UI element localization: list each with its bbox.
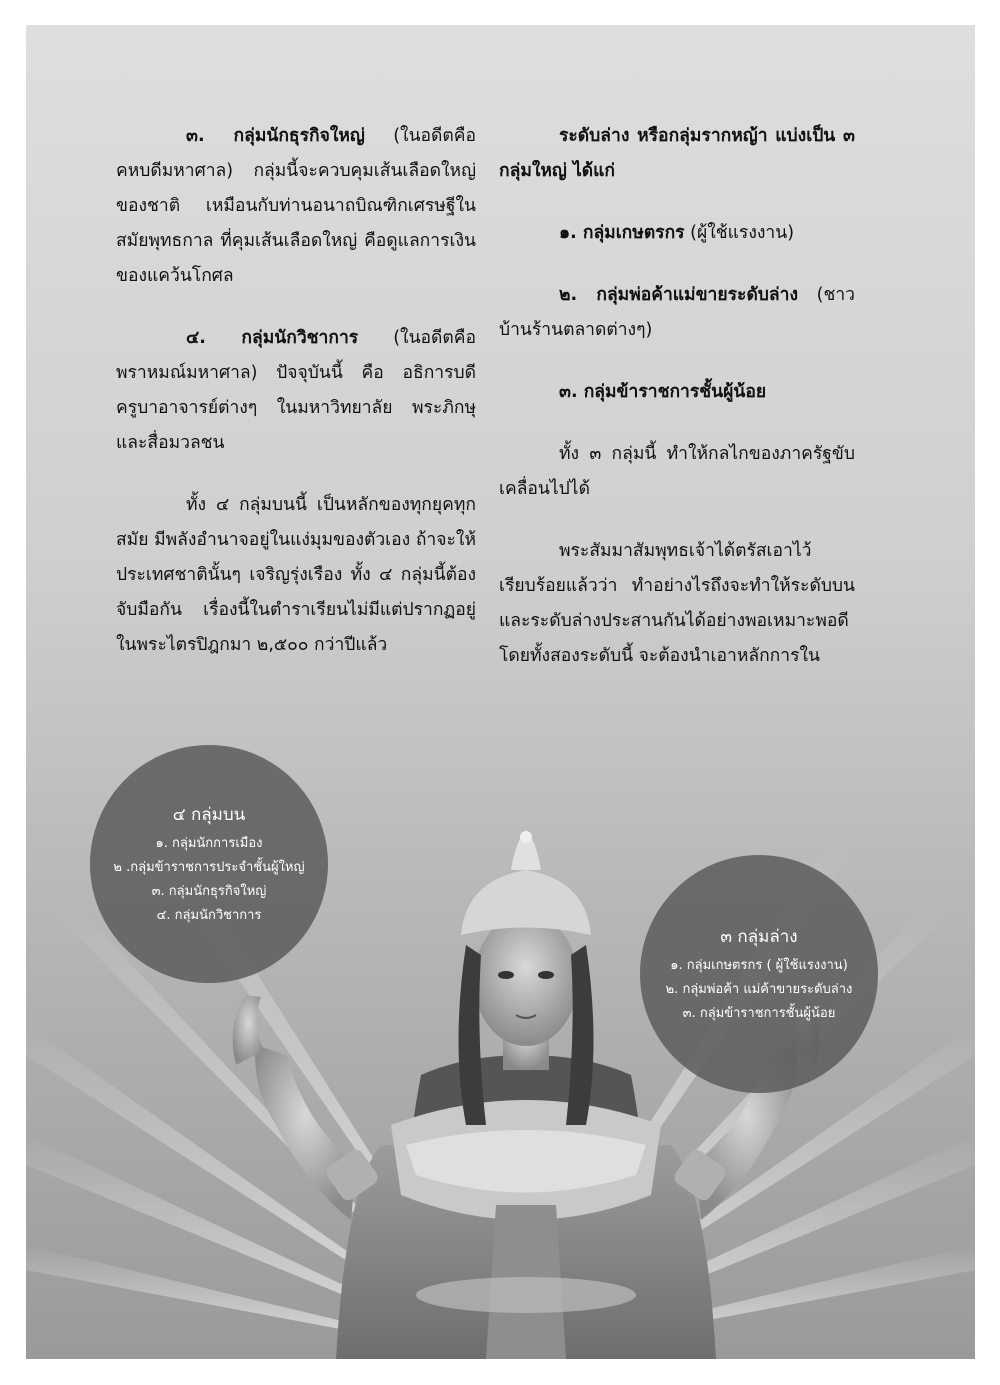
text-academics: (ในอดีตคือพราหมณ์มหาศาล) ปัจจุบันนี้ คือ อธิการบดี ครูบาอาจารย์ต่างๆ ในมหาวิทยาลัย พระภิกษุ และสื่อมวลชน — [116, 328, 476, 453]
heading-farmers: ๑. กลุ่มเกษตรกร — [559, 223, 685, 243]
upper-group-item: ๒ .กลุ่มข้าราชการประจำชั้นผู้ใหญ่ — [113, 859, 305, 875]
right-text-column — [499, 119, 855, 701]
text-businessmen: (ในอดีตคือคหบดีมหาศาล) กลุ่มนี้จะควบคุมเส้นเลือดใหญ่ของชาติ เหมือนกับท่านอนาถบิณฑิกเศรษฐีในสมัยพุทธกาล ที่คุมเส้นเลือดใหญ่ คือดูแลการเงินของแคว้นโกศล — [116, 126, 476, 286]
heading-lower-level: ระดับล่าง หรือกลุ่มรากหญ้า แบ่งเป็น ๓ กลุ่มใหญ่ ได้แก่ — [499, 126, 855, 181]
item-junior-officials — [499, 375, 855, 410]
paragraph-lower-groups-summary: ทั้ง ๓ กลุ่มนี้ ทำให้กลไกของภาครัฐขับเคลื่อนไปได้ — [499, 444, 855, 499]
upper-group-item: ๓. กลุ่มนักธุรกิจใหญ่ — [151, 883, 267, 899]
upper-group-item: ๑. กลุ่มนักการเมือง — [155, 835, 263, 851]
text-merchants: (ชาวบ้านร้านตลาดต่างๆ) — [499, 285, 856, 340]
upper-group-item: ๔. กลุ่มนักวิชาการ — [156, 907, 262, 923]
lower-groups-title: ๓ กลุ่มล่าง — [720, 926, 798, 947]
paragraph-businessmen — [116, 119, 476, 294]
upper-groups-circle — [90, 745, 328, 983]
heading-academics: ๔. กลุ่มนักวิชาการ — [186, 328, 359, 348]
lower-group-item: ๑. กลุ่มเกษตรกร ( ผู้ใช้แรงงาน) — [670, 957, 848, 973]
page-background — [26, 25, 975, 1359]
paragraph-academics — [116, 321, 476, 461]
lower-group-item: ๒. กลุ่มพ่อค้า แม่ค้าขายระดับล่าง — [665, 981, 853, 997]
text-farmers: (ผู้ใช้แรงงาน) — [684, 223, 795, 243]
paragraph-upper-groups-summary: ทั้ง ๔ กลุ่มบนนี้ เป็นหลักของทุกยุคทุกสมัย มีพลังอำนาจอยู่ในแง่มุมของตัวเอง ถ้าจะให้ประเทศชาตินั้นๆ เจริญรุ่งเรือง ทั้ง ๔ กลุ่มนี้ต้องจับมือกัน เรื่องนี้ในตำราเรียนไม่มีแต่ปรากฏอยู่ในพระไตรปิฎกมา ๒,๕๐๐ กว่าปีแล้ว — [116, 495, 476, 655]
lower-groups-circle — [640, 855, 878, 1093]
item-merchants — [499, 278, 855, 348]
heading-businessmen: ๓. กลุ่มนักธุรกิจใหญ่ — [186, 126, 365, 146]
upper-groups-title: ๔ กลุ่มบน — [172, 804, 246, 825]
lower-group-item: ๓. กลุ่มข้าราชการชั้นผู้น้อย — [682, 1005, 836, 1021]
paragraph-buddha-teaching: พระสัมมาสัมพุทธเจ้าได้ตรัสเอาไว้เรียบร้อยแล้วว่า ทำอย่างไรถึงจะทำให้ระดับบนและระดับล่างประสานกันได้อย่างพอเหมาะพอดี โดยทั้งสองระดับนี้ จะต้องนำเอาหลักการใน — [499, 541, 855, 666]
left-text-column — [116, 119, 476, 690]
heading-merchants: ๒. กลุ่มพ่อค้าแม่ขายระดับล่าง — [559, 285, 799, 305]
item-farmers — [499, 216, 855, 251]
heading-junior-officials: ๓. กลุ่มข้าราชการชั้นผู้น้อย — [559, 382, 767, 402]
